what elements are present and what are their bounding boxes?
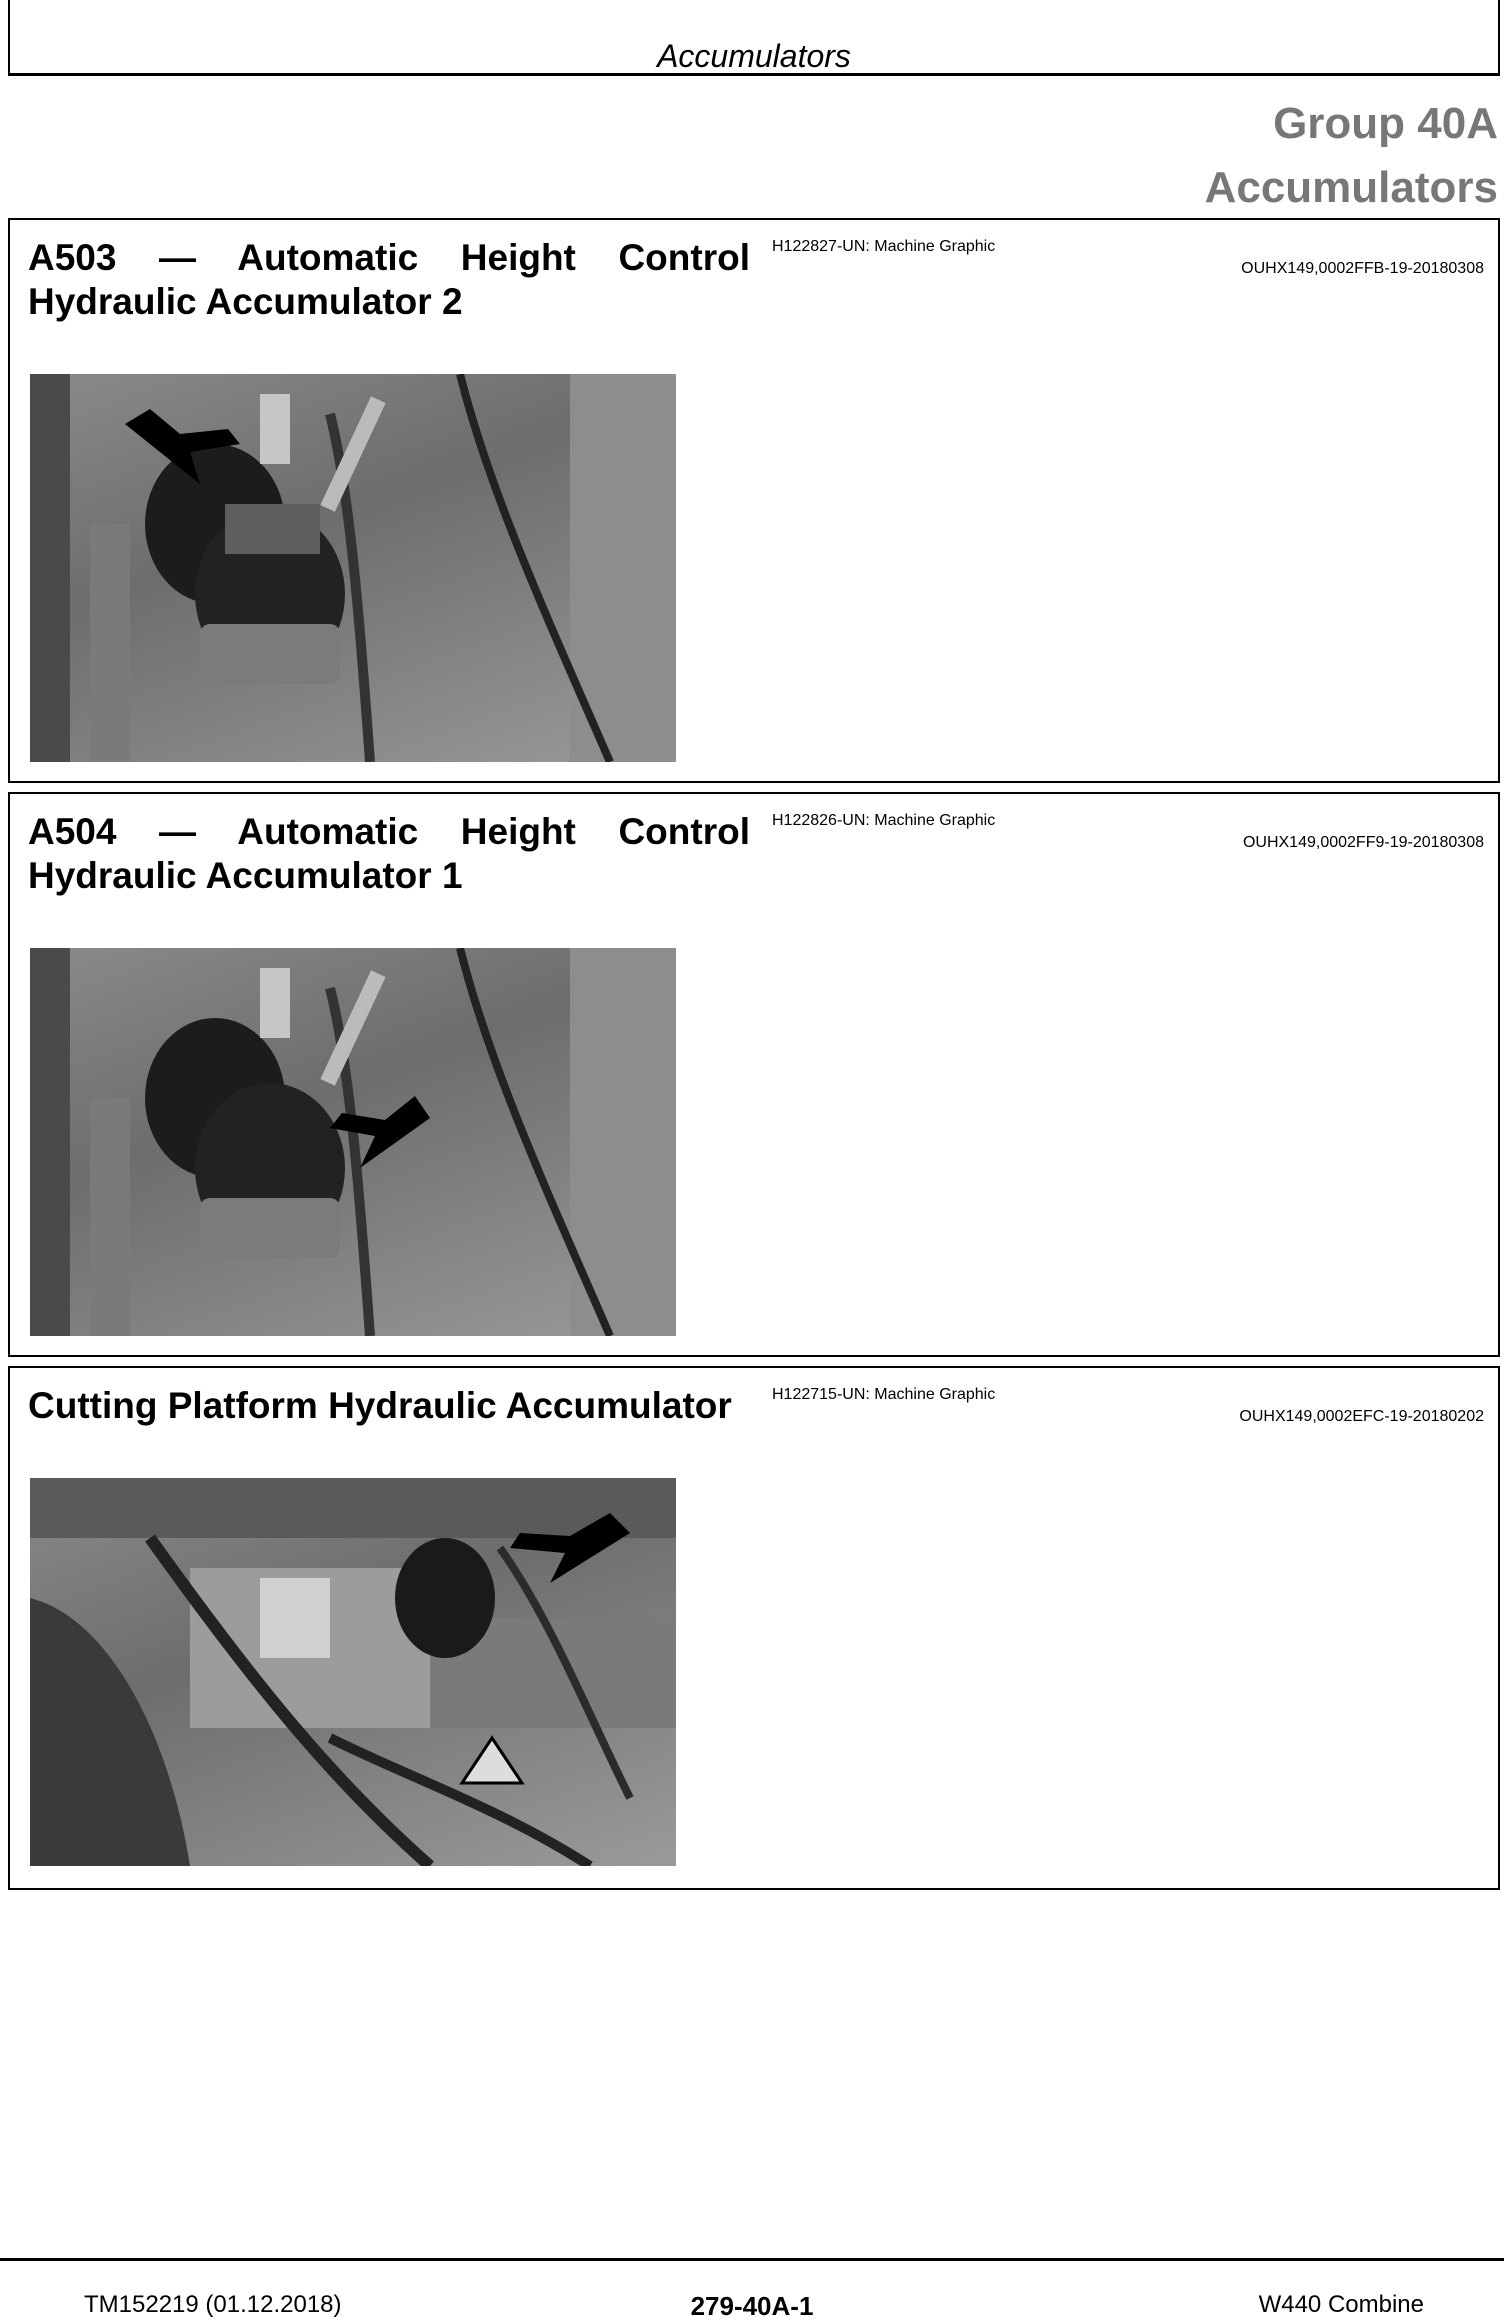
machine-photo bbox=[30, 948, 676, 1336]
footer-page-number: 279-40A-1 bbox=[690, 2291, 814, 2321]
document-reference: OUHX149,0002EFC-19-20180202 bbox=[1239, 1408, 1484, 1425]
figure-reference: H122715-UN: Machine Graphic bbox=[772, 1386, 996, 1403]
section-title: A504 — Automatic Height Control Hydraulic Accumulator 1 bbox=[28, 811, 750, 896]
accumulator-photo-icon bbox=[30, 948, 676, 1336]
page-footer bbox=[0, 2258, 1504, 2323]
section-title: A503 — Automatic Height Control Hydraulic Accumulator 2 bbox=[28, 237, 750, 322]
section-title: Cutting Platform Hydraulic Accumulator bbox=[28, 1385, 732, 1426]
header-title: Accumulators bbox=[657, 38, 851, 74]
document-reference: OUHX149,0002FF9-19-20180308 bbox=[1242, 834, 1484, 851]
machine-photo bbox=[30, 1478, 676, 1866]
section-a503 bbox=[8, 218, 1500, 783]
section-cutting-platform bbox=[8, 1366, 1500, 1890]
accumulator-photo-icon bbox=[30, 374, 676, 762]
group-number: Group 40A bbox=[1273, 99, 1498, 148]
footer-manual-id: TM152219 (01.12.2018) bbox=[84, 2291, 342, 2318]
group-name: Accumulators bbox=[1204, 163, 1498, 212]
footer-machine-name: W440 Combine bbox=[1258, 2291, 1424, 2318]
document-reference: OUHX149,0002FFB-19-20180308 bbox=[1241, 260, 1484, 277]
accumulator-photo-icon bbox=[30, 1478, 676, 1866]
page-header bbox=[8, 0, 1500, 76]
group-title bbox=[1205, 92, 1498, 220]
machine-photo bbox=[30, 374, 676, 762]
section-a504 bbox=[8, 792, 1500, 1357]
figure-reference: H122826-UN: Machine Graphic bbox=[772, 812, 996, 829]
figure-reference: H122827-UN: Machine Graphic bbox=[772, 238, 996, 255]
